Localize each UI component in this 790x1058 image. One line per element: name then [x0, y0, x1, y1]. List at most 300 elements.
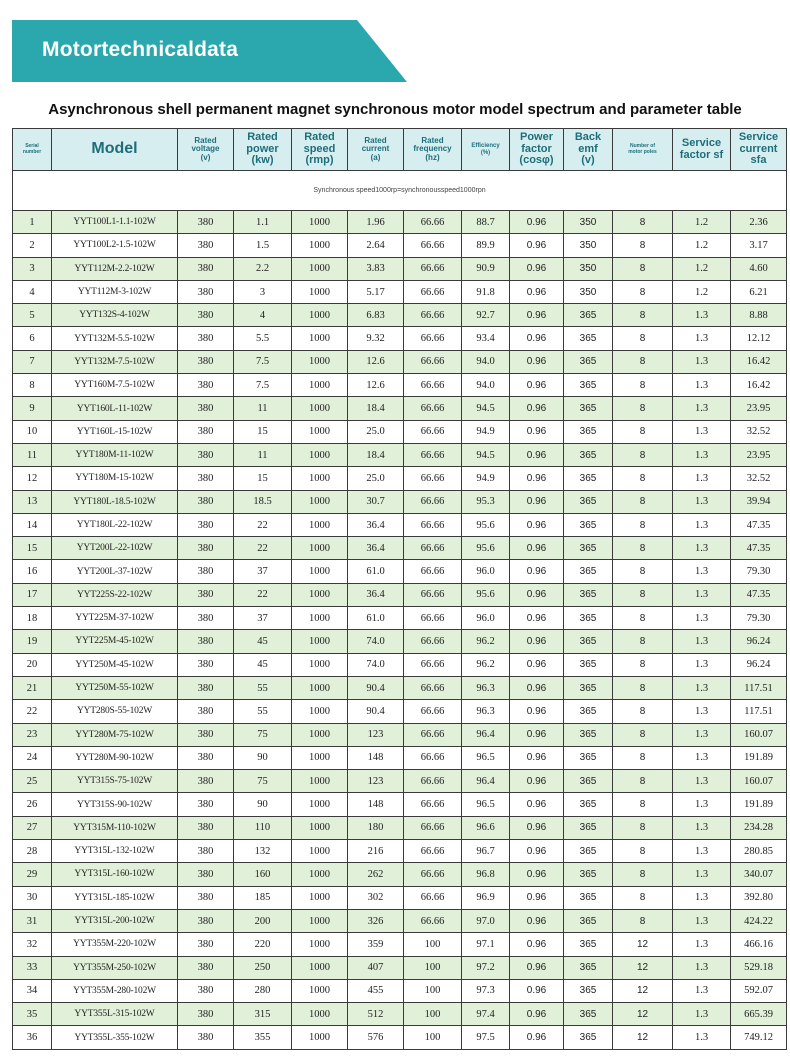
table-row — [13, 350, 787, 373]
efficiency-cell: 96.2 — [462, 630, 510, 653]
model-cell: YYT250M-55-102W — [52, 676, 178, 699]
speed-cell: 1000 — [292, 886, 348, 909]
efficiency-cell: 94.5 — [462, 443, 510, 466]
current-cell: 123 — [348, 723, 404, 746]
poles-cell: 8 — [613, 513, 673, 536]
model-cell: YYT355M-250-102W — [52, 956, 178, 979]
current-cell: 326 — [348, 909, 404, 932]
poles-cell: 12 — [613, 1003, 673, 1026]
voltage-cell: 380 — [178, 793, 234, 816]
voltage-cell: 380 — [178, 816, 234, 839]
poles-cell: 8 — [613, 653, 673, 676]
power-cell: 5.5 — [234, 327, 292, 350]
frequency-cell: 66.66 — [404, 560, 462, 583]
current-cell: 216 — [348, 840, 404, 863]
back-emf-cell: 365 — [564, 700, 613, 723]
poles-cell: 8 — [613, 420, 673, 443]
service-factor-cell: 1.3 — [673, 374, 731, 397]
speed-cell: 1000 — [292, 467, 348, 490]
voltage-cell: 380 — [178, 746, 234, 769]
voltage-cell: 380 — [178, 211, 234, 234]
speed-cell: 1000 — [292, 770, 348, 793]
service-factor-cell: 1.2 — [673, 280, 731, 303]
serial-cell: 19 — [13, 630, 52, 653]
serial-cell: 34 — [13, 979, 52, 1002]
frequency-cell: 66.66 — [404, 374, 462, 397]
serial-cell: 13 — [13, 490, 52, 513]
power-factor-cell: 0.96 — [510, 1026, 564, 1049]
serial-cell: 29 — [13, 863, 52, 886]
service-factor-cell: 1.3 — [673, 420, 731, 443]
banner-title: Motortechnicaldata — [42, 38, 239, 61]
poles-cell: 12 — [613, 933, 673, 956]
poles-cell: 8 — [613, 770, 673, 793]
header-efficiency: Efficiency (%) — [462, 129, 510, 171]
voltage-cell: 380 — [178, 886, 234, 909]
voltage-cell: 380 — [178, 397, 234, 420]
service-current-cell: 47.35 — [731, 583, 787, 606]
table-row — [13, 630, 787, 653]
poles-cell: 8 — [613, 350, 673, 373]
service-current-cell: 4.60 — [731, 257, 787, 280]
service-current-cell: 191.89 — [731, 793, 787, 816]
model-cell: YYT315L-200-102W — [52, 909, 178, 932]
table-row — [13, 257, 787, 280]
voltage-cell: 380 — [178, 909, 234, 932]
efficiency-cell: 97.2 — [462, 956, 510, 979]
service-current-cell: 466.16 — [731, 933, 787, 956]
speed-cell: 1000 — [292, 374, 348, 397]
serial-cell: 36 — [13, 1026, 52, 1049]
model-cell: YYT315L-160-102W — [52, 863, 178, 886]
current-cell: 262 — [348, 863, 404, 886]
efficiency-cell: 94.9 — [462, 467, 510, 490]
header-rated-frequency: Rated frequency (hz) — [404, 129, 462, 171]
serial-cell: 14 — [13, 513, 52, 536]
service-current-cell: 32.52 — [731, 467, 787, 490]
power-factor-cell: 0.96 — [510, 956, 564, 979]
voltage-cell: 380 — [178, 956, 234, 979]
back-emf-cell: 350 — [564, 234, 613, 257]
frequency-cell: 66.66 — [404, 630, 462, 653]
power-factor-cell: 0.96 — [510, 513, 564, 536]
back-emf-cell: 365 — [564, 746, 613, 769]
voltage-cell: 380 — [178, 467, 234, 490]
voltage-cell: 380 — [178, 350, 234, 373]
service-current-cell: 12.12 — [731, 327, 787, 350]
service-current-cell: 6.21 — [731, 280, 787, 303]
frequency-cell: 100 — [404, 956, 462, 979]
model-cell: YYT355L-355-102W — [52, 1026, 178, 1049]
back-emf-cell: 365 — [564, 886, 613, 909]
poles-cell: 8 — [613, 467, 673, 490]
service-factor-cell: 1.3 — [673, 304, 731, 327]
speed-cell: 1000 — [292, 1003, 348, 1026]
current-cell: 61.0 — [348, 560, 404, 583]
current-cell: 90.4 — [348, 676, 404, 699]
power-cell: 11 — [234, 443, 292, 466]
serial-cell: 4 — [13, 280, 52, 303]
model-cell: YYT315L-185-102W — [52, 886, 178, 909]
service-factor-cell: 1.2 — [673, 234, 731, 257]
voltage-cell: 380 — [178, 583, 234, 606]
current-cell: 25.0 — [348, 420, 404, 443]
efficiency-cell: 91.8 — [462, 280, 510, 303]
model-cell: YYT225M-45-102W — [52, 630, 178, 653]
voltage-cell: 380 — [178, 1026, 234, 1049]
speed-cell: 1000 — [292, 443, 348, 466]
current-cell: 74.0 — [348, 653, 404, 676]
poles-cell: 8 — [613, 746, 673, 769]
table-row — [13, 909, 787, 932]
current-cell: 18.4 — [348, 443, 404, 466]
back-emf-cell: 365 — [564, 840, 613, 863]
service-current-cell: 592.07 — [731, 979, 787, 1002]
back-emf-cell: 365 — [564, 327, 613, 350]
power-factor-cell: 0.96 — [510, 304, 564, 327]
back-emf-cell: 365 — [564, 513, 613, 536]
power-factor-cell: 0.96 — [510, 840, 564, 863]
model-cell: YYT100L2-1.5-102W — [52, 234, 178, 257]
header-power-factor: Power factor (cosφ) — [510, 129, 564, 171]
back-emf-cell: 365 — [564, 979, 613, 1002]
current-cell: 2.64 — [348, 234, 404, 257]
back-emf-cell: 365 — [564, 1003, 613, 1026]
efficiency-cell: 88.7 — [462, 211, 510, 234]
voltage-cell: 380 — [178, 770, 234, 793]
efficiency-cell: 92.7 — [462, 304, 510, 327]
table-row — [13, 770, 787, 793]
service-factor-cell: 1.3 — [673, 863, 731, 886]
poles-cell: 8 — [613, 793, 673, 816]
service-current-cell: 160.07 — [731, 723, 787, 746]
power-factor-cell: 0.96 — [510, 374, 564, 397]
table-row — [13, 280, 787, 303]
back-emf-cell: 365 — [564, 304, 613, 327]
service-current-cell: 191.89 — [731, 746, 787, 769]
power-factor-cell: 0.96 — [510, 467, 564, 490]
speed-cell: 1000 — [292, 490, 348, 513]
voltage-cell: 380 — [178, 257, 234, 280]
table-row — [13, 886, 787, 909]
poles-cell: 8 — [613, 560, 673, 583]
efficiency-cell: 89.9 — [462, 234, 510, 257]
power-cell: 15 — [234, 467, 292, 490]
service-factor-cell: 1.3 — [673, 770, 731, 793]
service-factor-cell: 1.3 — [673, 630, 731, 653]
current-cell: 30.7 — [348, 490, 404, 513]
poles-cell: 8 — [613, 327, 673, 350]
voltage-cell: 380 — [178, 933, 234, 956]
frequency-cell: 66.66 — [404, 280, 462, 303]
synchronous-speed-note-row — [13, 171, 787, 211]
service-factor-cell: 1.3 — [673, 840, 731, 863]
table-row — [13, 327, 787, 350]
header-serial-number: Serial number — [13, 129, 52, 171]
service-factor-cell: 1.3 — [673, 513, 731, 536]
power-factor-cell: 0.96 — [510, 350, 564, 373]
power-cell: 75 — [234, 723, 292, 746]
model-cell: YYT112M-3-102W — [52, 280, 178, 303]
serial-cell: 24 — [13, 746, 52, 769]
serial-cell: 7 — [13, 350, 52, 373]
frequency-cell: 66.66 — [404, 350, 462, 373]
service-factor-cell: 1.3 — [673, 1026, 731, 1049]
voltage-cell: 380 — [178, 723, 234, 746]
power-cell: 11 — [234, 397, 292, 420]
service-current-cell: 3.17 — [731, 234, 787, 257]
back-emf-cell: 365 — [564, 490, 613, 513]
power-cell: 22 — [234, 537, 292, 560]
frequency-cell: 66.66 — [404, 397, 462, 420]
power-cell: 4 — [234, 304, 292, 327]
speed-cell: 1000 — [292, 746, 348, 769]
power-cell: 315 — [234, 1003, 292, 1026]
service-current-cell: 79.30 — [731, 560, 787, 583]
model-cell: YYT160L-15-102W — [52, 420, 178, 443]
current-cell: 3.83 — [348, 257, 404, 280]
power-cell: 45 — [234, 630, 292, 653]
power-factor-cell: 0.96 — [510, 257, 564, 280]
model-cell: YYT100L1-1.1-102W — [52, 211, 178, 234]
power-factor-cell: 0.96 — [510, 933, 564, 956]
efficiency-cell: 93.4 — [462, 327, 510, 350]
model-cell: YYT355M-280-102W — [52, 979, 178, 1002]
voltage-cell: 380 — [178, 234, 234, 257]
back-emf-cell: 365 — [564, 653, 613, 676]
serial-cell: 6 — [13, 327, 52, 350]
efficiency-cell: 95.6 — [462, 537, 510, 560]
poles-cell: 8 — [613, 397, 673, 420]
back-emf-cell: 350 — [564, 211, 613, 234]
speed-cell: 1000 — [292, 583, 348, 606]
frequency-cell: 66.66 — [404, 746, 462, 769]
frequency-cell: 100 — [404, 1003, 462, 1026]
service-factor-cell: 1.3 — [673, 933, 731, 956]
back-emf-cell: 365 — [564, 676, 613, 699]
power-factor-cell: 0.96 — [510, 909, 564, 932]
power-factor-cell: 0.96 — [510, 793, 564, 816]
service-current-cell: 96.24 — [731, 653, 787, 676]
table-row — [13, 816, 787, 839]
poles-cell: 8 — [613, 257, 673, 280]
serial-cell: 27 — [13, 816, 52, 839]
efficiency-cell: 94.0 — [462, 350, 510, 373]
model-cell: YYT200L-22-102W — [52, 537, 178, 560]
efficiency-cell: 95.6 — [462, 583, 510, 606]
power-cell: 1.5 — [234, 234, 292, 257]
speed-cell: 1000 — [292, 863, 348, 886]
power-factor-cell: 0.96 — [510, 397, 564, 420]
poles-cell: 8 — [613, 304, 673, 327]
header-service-current: Service current sfa — [731, 129, 787, 171]
service-factor-cell: 1.3 — [673, 816, 731, 839]
table-row — [13, 560, 787, 583]
service-current-cell: 79.30 — [731, 607, 787, 630]
current-cell: 61.0 — [348, 607, 404, 630]
model-cell: YYT132M-7.5-102W — [52, 350, 178, 373]
poles-cell: 8 — [613, 607, 673, 630]
power-cell: 110 — [234, 816, 292, 839]
back-emf-cell: 365 — [564, 560, 613, 583]
service-factor-cell: 1.3 — [673, 560, 731, 583]
back-emf-cell: 365 — [564, 420, 613, 443]
efficiency-cell: 96.6 — [462, 816, 510, 839]
speed-cell: 1000 — [292, 653, 348, 676]
model-cell: YYT180M-11-102W — [52, 443, 178, 466]
efficiency-cell: 96.8 — [462, 863, 510, 886]
current-cell: 25.0 — [348, 467, 404, 490]
table-row — [13, 443, 787, 466]
power-cell: 55 — [234, 700, 292, 723]
voltage-cell: 380 — [178, 1003, 234, 1026]
model-cell: YYT315S-90-102W — [52, 793, 178, 816]
current-cell: 1.96 — [348, 211, 404, 234]
table-row — [13, 653, 787, 676]
current-cell: 12.6 — [348, 350, 404, 373]
table-row — [13, 700, 787, 723]
speed-cell: 1000 — [292, 909, 348, 932]
service-current-cell: 665.39 — [731, 1003, 787, 1026]
frequency-cell: 66.66 — [404, 304, 462, 327]
service-current-cell: 392.80 — [731, 886, 787, 909]
frequency-cell: 66.66 — [404, 840, 462, 863]
service-current-cell: 117.51 — [731, 700, 787, 723]
current-cell: 407 — [348, 956, 404, 979]
serial-cell: 8 — [13, 374, 52, 397]
current-cell: 18.4 — [348, 397, 404, 420]
power-cell: 90 — [234, 793, 292, 816]
service-current-cell: 8.88 — [731, 304, 787, 327]
service-factor-cell: 1.3 — [673, 956, 731, 979]
poles-cell: 8 — [613, 886, 673, 909]
poles-cell: 8 — [613, 234, 673, 257]
power-factor-cell: 0.96 — [510, 863, 564, 886]
voltage-cell: 380 — [178, 653, 234, 676]
current-cell: 123 — [348, 770, 404, 793]
power-cell: 7.5 — [234, 374, 292, 397]
frequency-cell: 66.66 — [404, 513, 462, 536]
speed-cell: 1000 — [292, 933, 348, 956]
speed-cell: 1000 — [292, 350, 348, 373]
power-cell: 220 — [234, 933, 292, 956]
speed-cell: 1000 — [292, 304, 348, 327]
header-motor-poles: Number of motor poles — [613, 129, 673, 171]
back-emf-cell: 350 — [564, 257, 613, 280]
frequency-cell: 66.66 — [404, 327, 462, 350]
serial-cell: 18 — [13, 607, 52, 630]
poles-cell: 8 — [613, 537, 673, 560]
power-cell: 22 — [234, 583, 292, 606]
serial-cell: 3 — [13, 257, 52, 280]
service-current-cell: 280.85 — [731, 840, 787, 863]
power-cell: 280 — [234, 979, 292, 1002]
service-current-cell: 47.35 — [731, 513, 787, 536]
model-cell: YYT280M-75-102W — [52, 723, 178, 746]
power-cell: 22 — [234, 513, 292, 536]
voltage-cell: 380 — [178, 420, 234, 443]
efficiency-cell: 95.3 — [462, 490, 510, 513]
efficiency-cell: 96.9 — [462, 886, 510, 909]
back-emf-cell: 365 — [564, 374, 613, 397]
current-cell: 36.4 — [348, 513, 404, 536]
back-emf-cell: 365 — [564, 397, 613, 420]
service-factor-cell: 1.3 — [673, 467, 731, 490]
poles-cell: 8 — [613, 723, 673, 746]
efficiency-cell: 96.4 — [462, 770, 510, 793]
frequency-cell: 66.66 — [404, 211, 462, 234]
speed-cell: 1000 — [292, 1026, 348, 1049]
poles-cell: 8 — [613, 909, 673, 932]
poles-cell: 8 — [613, 840, 673, 863]
table-row — [13, 1003, 787, 1026]
frequency-cell: 100 — [404, 979, 462, 1002]
voltage-cell: 380 — [178, 979, 234, 1002]
model-cell: YYT132M-5.5-102W — [52, 327, 178, 350]
model-cell: YYT225M-37-102W — [52, 607, 178, 630]
model-cell: YYT180L-18.5-102W — [52, 490, 178, 513]
current-cell: 12.6 — [348, 374, 404, 397]
service-current-cell: 23.95 — [731, 397, 787, 420]
power-cell: 45 — [234, 653, 292, 676]
frequency-cell: 66.66 — [404, 583, 462, 606]
current-cell: 512 — [348, 1003, 404, 1026]
power-factor-cell: 0.96 — [510, 537, 564, 560]
service-factor-cell: 1.3 — [673, 443, 731, 466]
efficiency-cell: 96.5 — [462, 746, 510, 769]
serial-cell: 17 — [13, 583, 52, 606]
service-current-cell: 2.36 — [731, 211, 787, 234]
serial-cell: 10 — [13, 420, 52, 443]
poles-cell: 12 — [613, 1026, 673, 1049]
model-cell: YYT160M-7.5-102W — [52, 374, 178, 397]
speed-cell: 1000 — [292, 607, 348, 630]
power-factor-cell: 0.96 — [510, 816, 564, 839]
poles-cell: 8 — [613, 443, 673, 466]
table-row — [13, 420, 787, 443]
table-row — [13, 513, 787, 536]
speed-cell: 1000 — [292, 327, 348, 350]
table-row — [13, 397, 787, 420]
service-factor-cell: 1.3 — [673, 793, 731, 816]
voltage-cell: 380 — [178, 700, 234, 723]
header-rated-current: Rated current (a) — [348, 129, 404, 171]
model-cell: YYT315L-132-102W — [52, 840, 178, 863]
table-row — [13, 933, 787, 956]
table-row — [13, 979, 787, 1002]
power-factor-cell: 0.96 — [510, 280, 564, 303]
power-factor-cell: 0.96 — [510, 723, 564, 746]
power-cell: 3 — [234, 280, 292, 303]
current-cell: 359 — [348, 933, 404, 956]
header-rated-voltage: Rated voltage (v) — [178, 129, 234, 171]
table-row — [13, 956, 787, 979]
serial-cell: 23 — [13, 723, 52, 746]
serial-cell: 16 — [13, 560, 52, 583]
frequency-cell: 66.66 — [404, 863, 462, 886]
power-factor-cell: 0.96 — [510, 653, 564, 676]
speed-cell: 1000 — [292, 630, 348, 653]
frequency-cell: 66.66 — [404, 909, 462, 932]
model-cell: YYT355L-315-102W — [52, 1003, 178, 1026]
service-factor-cell: 1.3 — [673, 653, 731, 676]
model-cell: YYT225S-22-102W — [52, 583, 178, 606]
service-factor-cell: 1.3 — [673, 607, 731, 630]
current-cell: 455 — [348, 979, 404, 1002]
frequency-cell: 100 — [404, 1026, 462, 1049]
speed-cell: 1000 — [292, 840, 348, 863]
service-factor-cell: 1.3 — [673, 909, 731, 932]
